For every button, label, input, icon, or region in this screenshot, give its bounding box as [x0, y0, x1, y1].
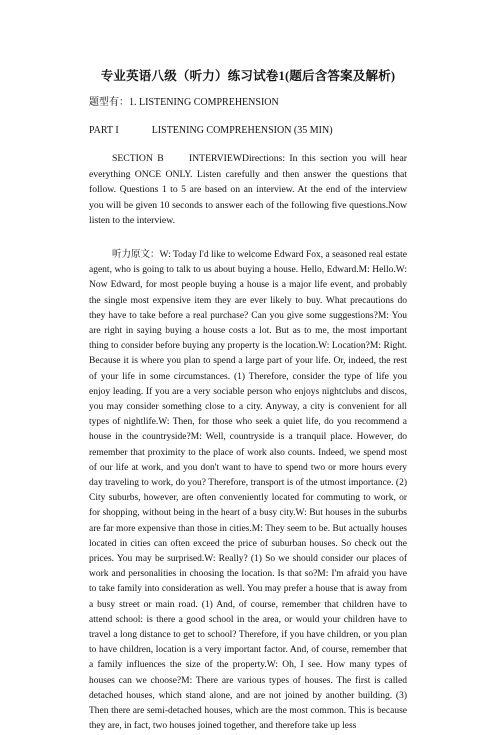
transcript-paragraph: 听力原文：W: Today I'd like to welcome Edward Fox, a seasoned real estate agent, who is going to talk to us about buying a house. Hello, Edward.M: Hello.W: Now Edward, for most people buying a house is a major life event, and probably the single most expensive item they are ever likely to buy. What precautions do they have to take before a real purchase? Can you give some suggestions?M: You are right in saying buying a house costs a lot. But as to me, the most important thing to consider before buying any property is the location.W: Location?M: Right. Because it is where you plan to spend a large part of your life. Or, indeed, the rest of your life in some circumstances. (1) Therefore, consider the type of life you enjoy leading. If you are a very sociable person who enjoys nightclubs and discos, you may consider something close to a city. Anyway, a city is convenient for all types of nightlife.W: Then, for those who seek a quiet life, do you recommend a house in the countryside?M: Well, countryside is a tranquil place. However, do remember that proximity to the place of work also counts. Indeed, we spend most of our life at work, and you don't want to have to spend two or more hours every day traveling to work, do you? Therefore, transport is of the utmost importance. (2) City suburbs, however, are often conveniently located for commuting to work, or for shopping, without being in the heart of a busy city.W: But houses in the suburbs are far more expensive than those in cities.M: They seem to be. But actually houses located in cities can often exceed the price of suburban houses. So check out the prices. You may be surprised.W: Really? (1) So we should consider our places of work and personalities in choosing the location. Is that so?M: I'm afraid you have to take family into consideration as well. You may prefer a house that is away from a busy street or main road. (1) And, of course, remember that children have to attend school: is there a good school in the area, or would your children have to travel a long distance to get to school? Therefore, if you have children, or you plan to have children, location is a very important factor. And, of course, remember that a family influences the size of the property.W: Oh, I see. How many types of houses can we choose?M: There are various types of houses. The first is called detached houses, which stand alone, and are not joined by another building. (3) Then there are semi-detached houses, which are the most common. This is because they are, in fact, two houses joined together, and therefore take up less	[89, 250, 407, 732]
document-title: 专业英语八级（听力）练习试卷1(题后含答案及解析)	[100, 69, 396, 83]
part-heading	[89, 125, 333, 137]
question-type-line: 题型有：1. LISTENING COMPREHENSION	[89, 97, 279, 108]
part-title: LISTENING COMPREHENSION (35 MIN)	[151, 125, 333, 136]
section-directions: SECTION B INTERVIEWDirections: In this section you will hear everything ONCE ONLY. Listen carefully and then answer the questions that follow. Questions 1 to 5 are based on an interview. At the end of the interview you will be given 10 seconds to answer each of the following five questions.Now listen to the interview.	[89, 153, 407, 227]
part-label: PART I	[89, 125, 119, 136]
